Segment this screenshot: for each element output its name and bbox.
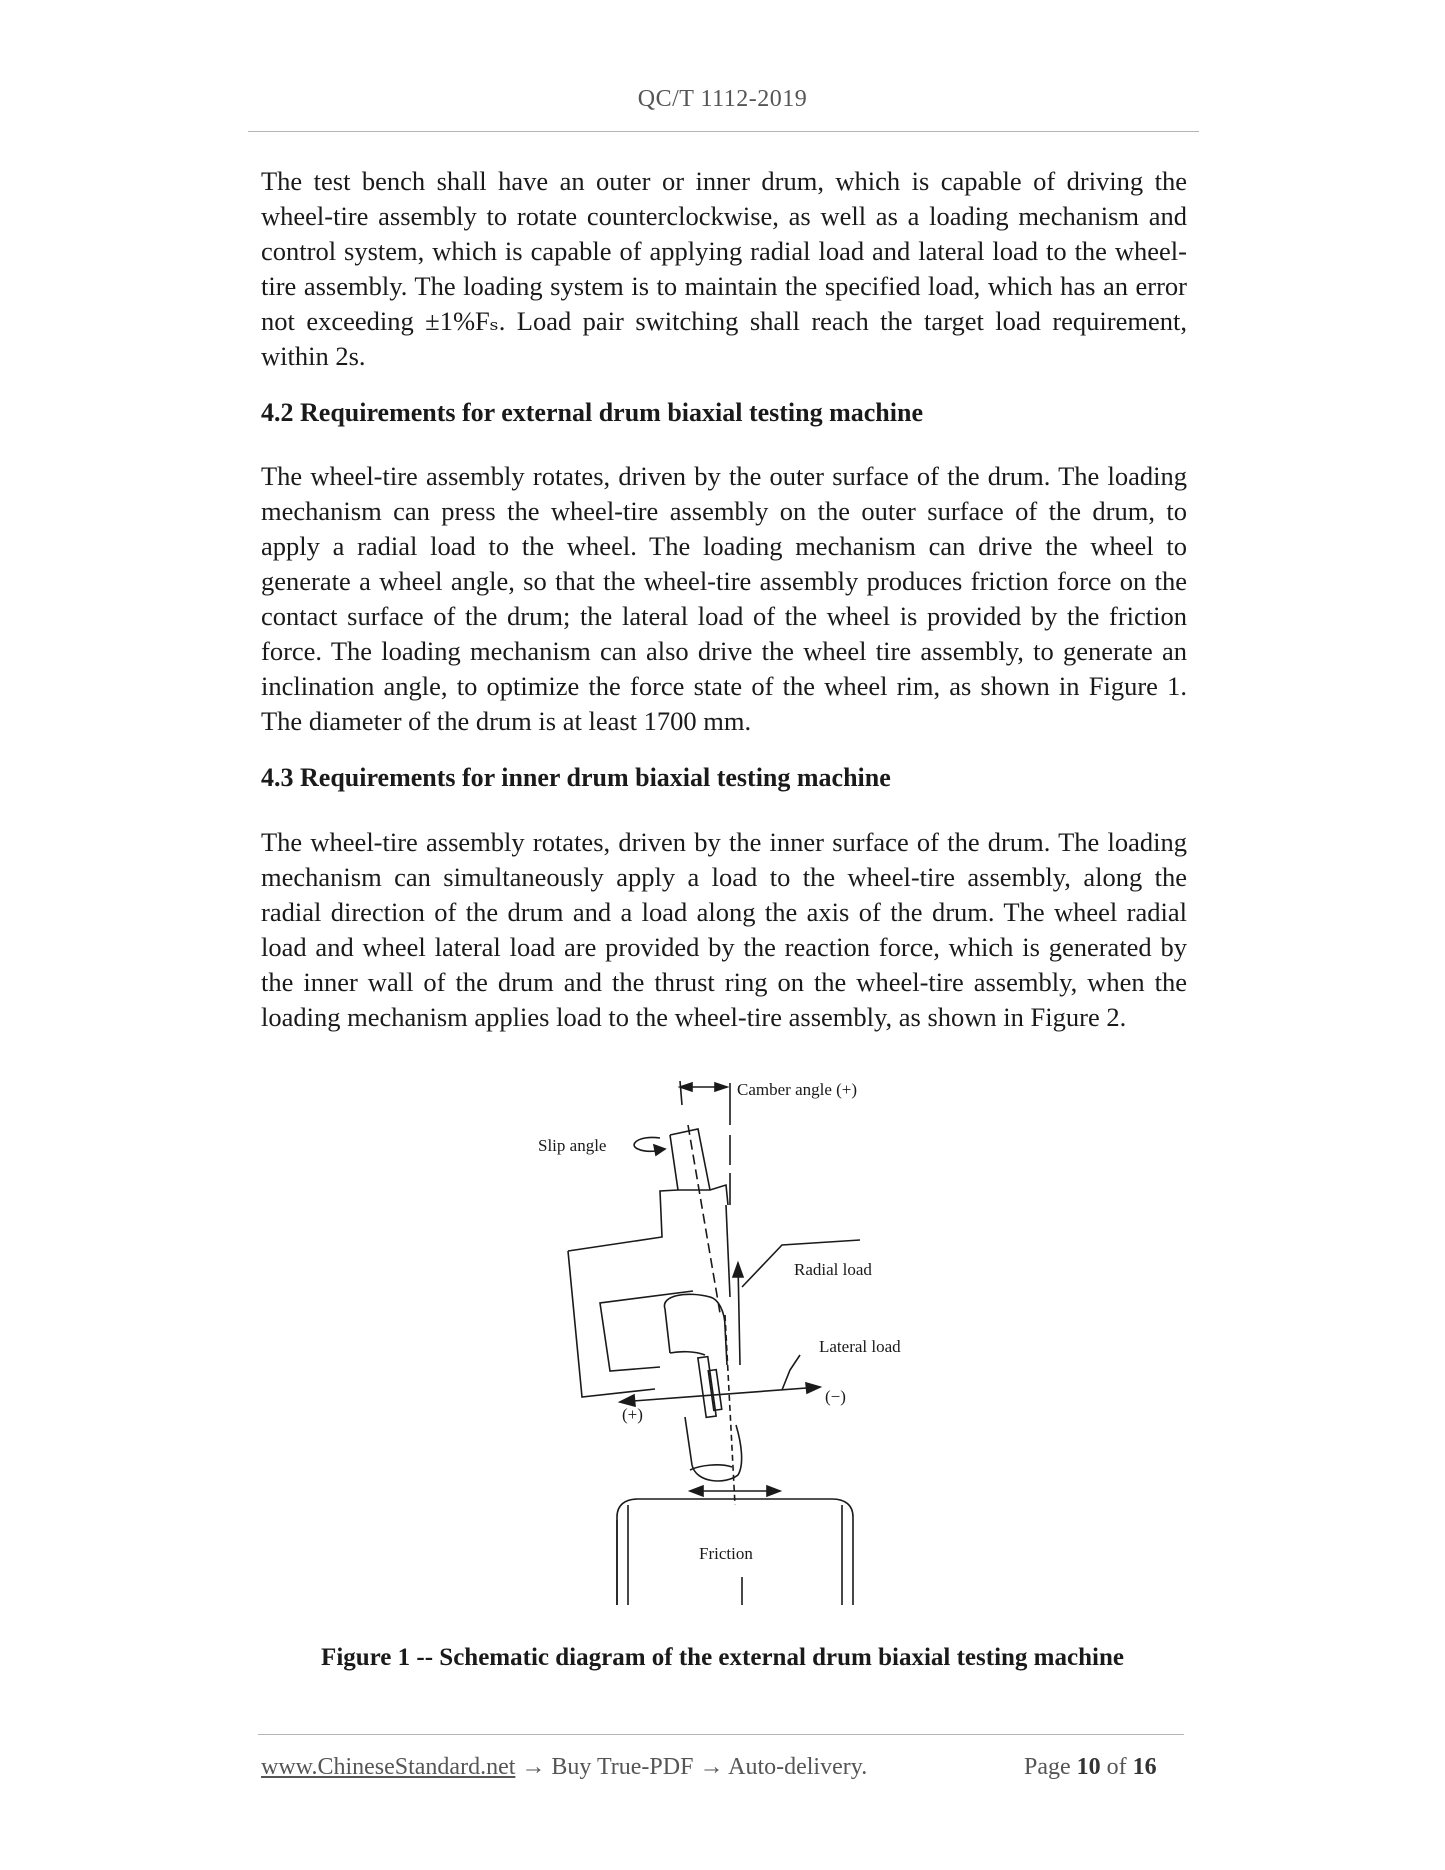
lateral-arrow-right (806, 1383, 820, 1393)
tire-upper (664, 1294, 727, 1365)
page-of: of (1106, 1754, 1127, 1780)
header-divider (248, 131, 1199, 132)
camber-tick (680, 1081, 682, 1105)
tire-lower (685, 1417, 742, 1481)
page-total: 16 (1132, 1754, 1157, 1780)
footer-promo (261, 1754, 867, 1781)
intro-paragraph: The test bench shall have an outer or inner drum, which is capable of driving the wheel-tire assembly to rotate counterclockwise, as well as a loading mechanism and control system, which is capable of applying radial load and lateral load to the wheel-tire assembly. The loading system is to maintain the specified load, which has an error not exceeding ±1%Fₛ. Load pair switching shall reach the target load requirement, within 2s. (261, 166, 1187, 371)
radial-load-label: Radial load (794, 1260, 872, 1279)
figure-1-diagram (520, 1065, 920, 1605)
arm-step (568, 1190, 678, 1251)
site-link[interactable]: www.ChineseStandard.net (261, 1754, 516, 1780)
tire-upper-side (665, 1309, 670, 1353)
page-word: Page (1024, 1754, 1071, 1780)
radial-load-arrowhead (733, 1263, 743, 1277)
footer-promo-text: → Buy True-PDF → Auto-delivery. (515, 1754, 868, 1780)
figure-1-caption: Figure 1 -- Schematic diagram of the external drum biaxial testing machine (321, 1644, 1124, 1671)
page-current: 10 (1076, 1754, 1101, 1780)
friction-arrow-right (767, 1486, 780, 1496)
arm-top-step (678, 1185, 728, 1205)
friction-arrow-left (690, 1486, 703, 1496)
slip-angle-label: Slip angle (538, 1136, 607, 1155)
section-4-2-heading: 4.2 Requirements for external drum biaxial testing machine (261, 398, 923, 427)
section-4-2-body: The wheel-tire assembly rotates, driven by the outer surface of the drum. The loading mechanism can press the wheel-tire assembly on the outer surface of the drum, to apply a radial load to the wheel. The loading mechanism can drive the wheel to generate a wheel angle, so that the wheel-tire assembly produces friction force on the contact surface of the drum; the lateral load of the wheel is provided by the friction force. The loading mechanism can also drive the wheel tire assembly, to generate an inclination angle, to optimize the force state of the wheel rim, as shown in Figure 1. The diameter of the drum is at least 1700 mm. (261, 461, 1187, 736)
wheel-centerline (688, 1125, 720, 1313)
page-header-title: QC/T 1112-2019 (637, 86, 808, 112)
footer-divider (258, 1734, 1184, 1735)
lateral-load-leader (782, 1355, 800, 1390)
section-4-3-heading: 4.3 Requirements for inner drum biaxial testing machine (261, 763, 891, 792)
section-4-3-body: The wheel-tire assembly rotates, driven by the inner surface of the drum. The loading mechanism can simultaneously apply a load to the wheel-tire assembly, along the radial direction of the drum and a load along the axis of the drum. The wheel radial load and wheel lateral load are provided by the reaction force, which is generated by the inner wall of the drum and the thrust ring on the wheel-tire assembly, when the loading mechanism applies load to the wheel-tire assembly, as shown in Figure 2. (261, 827, 1187, 1032)
tire-upper-tread (670, 1352, 705, 1355)
slip-angle-arrowhead (654, 1145, 665, 1155)
camber-arrow-left (680, 1083, 692, 1091)
lateral-load-label: Lateral load (819, 1337, 901, 1356)
tire-lower-tread (690, 1465, 732, 1470)
radial-load-arrow (738, 1263, 740, 1365)
positive-direction-label: (+) (622, 1405, 643, 1424)
page-number (1024, 1754, 1157, 1781)
arm-outer (568, 1251, 655, 1397)
friction-label: Friction (699, 1544, 753, 1563)
negative-direction-label: (−) (825, 1387, 846, 1406)
shaft-left (670, 1135, 678, 1190)
camber-angle-label: Camber angle (+) (737, 1080, 858, 1099)
inner-frame (600, 1291, 693, 1371)
arm-right (726, 1205, 730, 1297)
camber-arrow-right (715, 1083, 727, 1091)
